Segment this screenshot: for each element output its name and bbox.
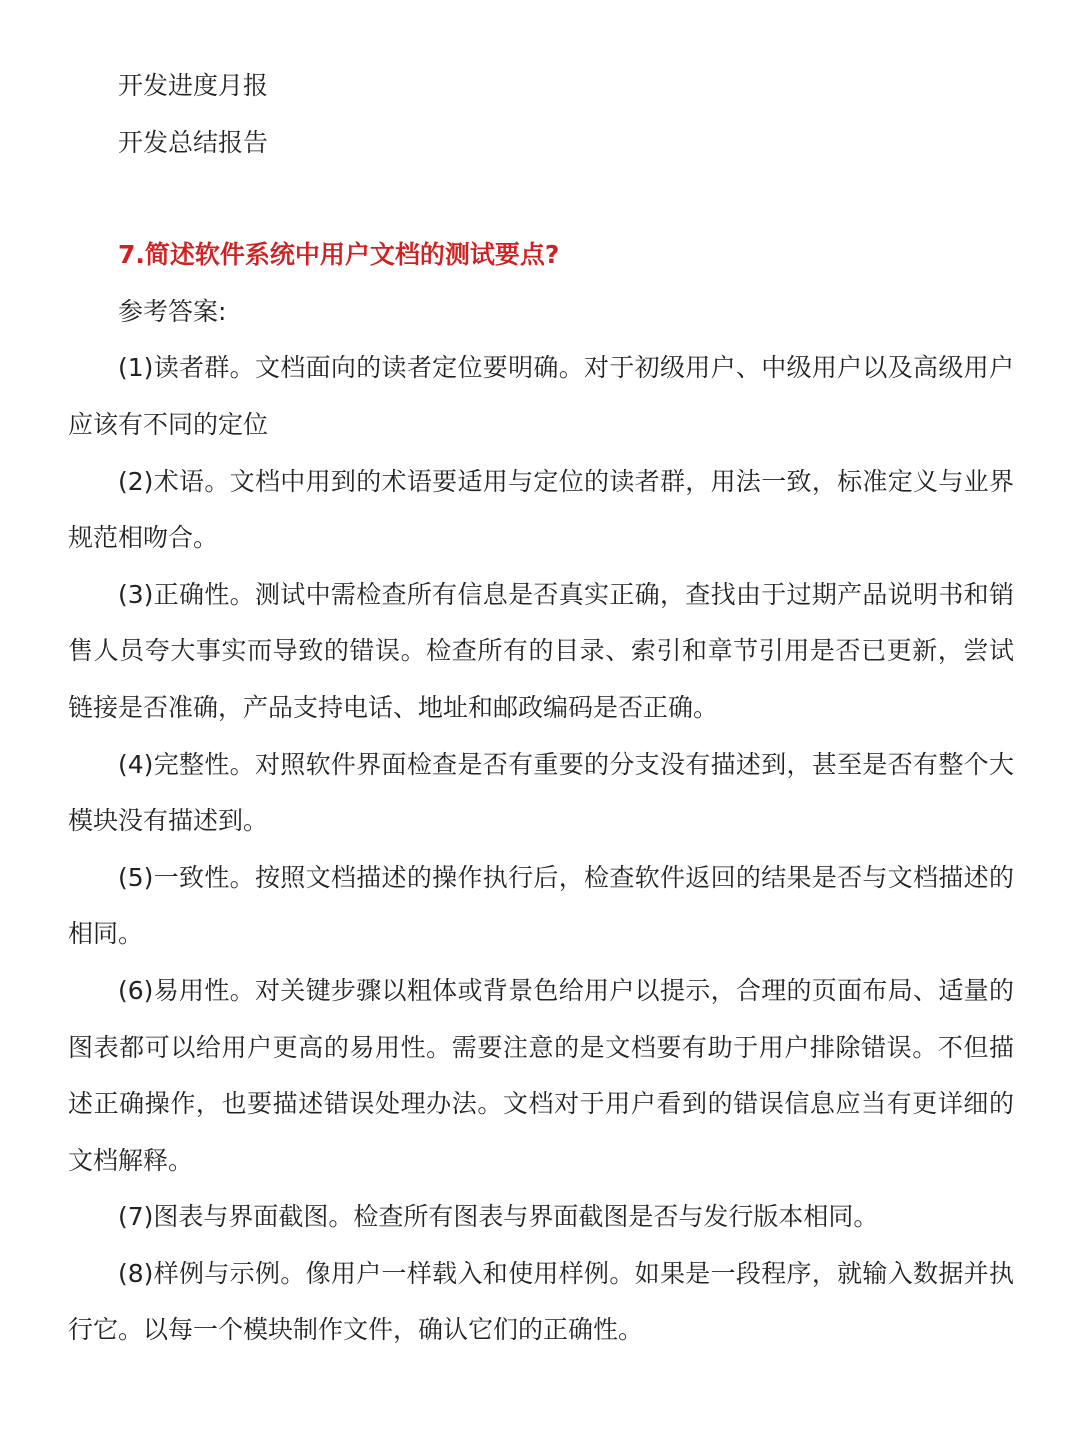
answer-point: (8)样例与示例。像用户一样载入和使用样例。如果是一段程序，就输入数据并执行它。以每一个模块制作文件，确认它们的正确性。 xyxy=(68,1258,1014,1345)
question-title: 7.简述软件系统中用户文档的测试要点? xyxy=(118,240,560,270)
answer-point: (2)术语。文档中用到的术语要适用与定位的读者群，用法一致，标准定义与业界规范相吻合。 xyxy=(68,466,1014,553)
answer-point: (7)图表与界面截图。检查所有图表与界面截图是否与发行版本相同。 xyxy=(118,1202,879,1232)
answer-point: (6)易用性。对关键步骤以粗体或背景色给用户以提示，合理的页面布局、适量的图表都可以给用户更高的易用性。需要注意的是文档要有助于用户排除错误。不但描述正确操作，也要描述错误处理办法。文档对于用户看到的错误信息应当有更详细的文档解释。 xyxy=(68,975,1014,1175)
answer-label: 参考答案: xyxy=(118,296,227,326)
answer-point: (3)正确性。测试中需检查所有信息是否真实正确，查找由于过期产品说明书和销售人员夸大事实而导致的错误。检查所有的目录、索引和章节引用是否已更新，尝试链接是否准确，产品支持电话、地址和邮政编码是否正确。 xyxy=(68,579,1014,722)
document-body xyxy=(68,58,1014,1359)
list-item: 开发进度月报 xyxy=(118,71,269,100)
answer-point: (4)完整性。对照软件界面检查是否有重要的分支没有描述到，甚至是否有整个大模块没有描述到。 xyxy=(68,749,1014,836)
answer-point: (1)读者群。文档面向的读者定位要明确。对于初级用户、中级用户以及高级用户应该有不同的定位 xyxy=(68,353,1014,439)
list-item: 开发总结报告 xyxy=(118,127,269,157)
answer-point: (5)一致性。按照文档描述的操作执行后，检查软件返回的结果是否与文档描述的相同。 xyxy=(68,862,1014,949)
spacer xyxy=(68,171,1014,227)
